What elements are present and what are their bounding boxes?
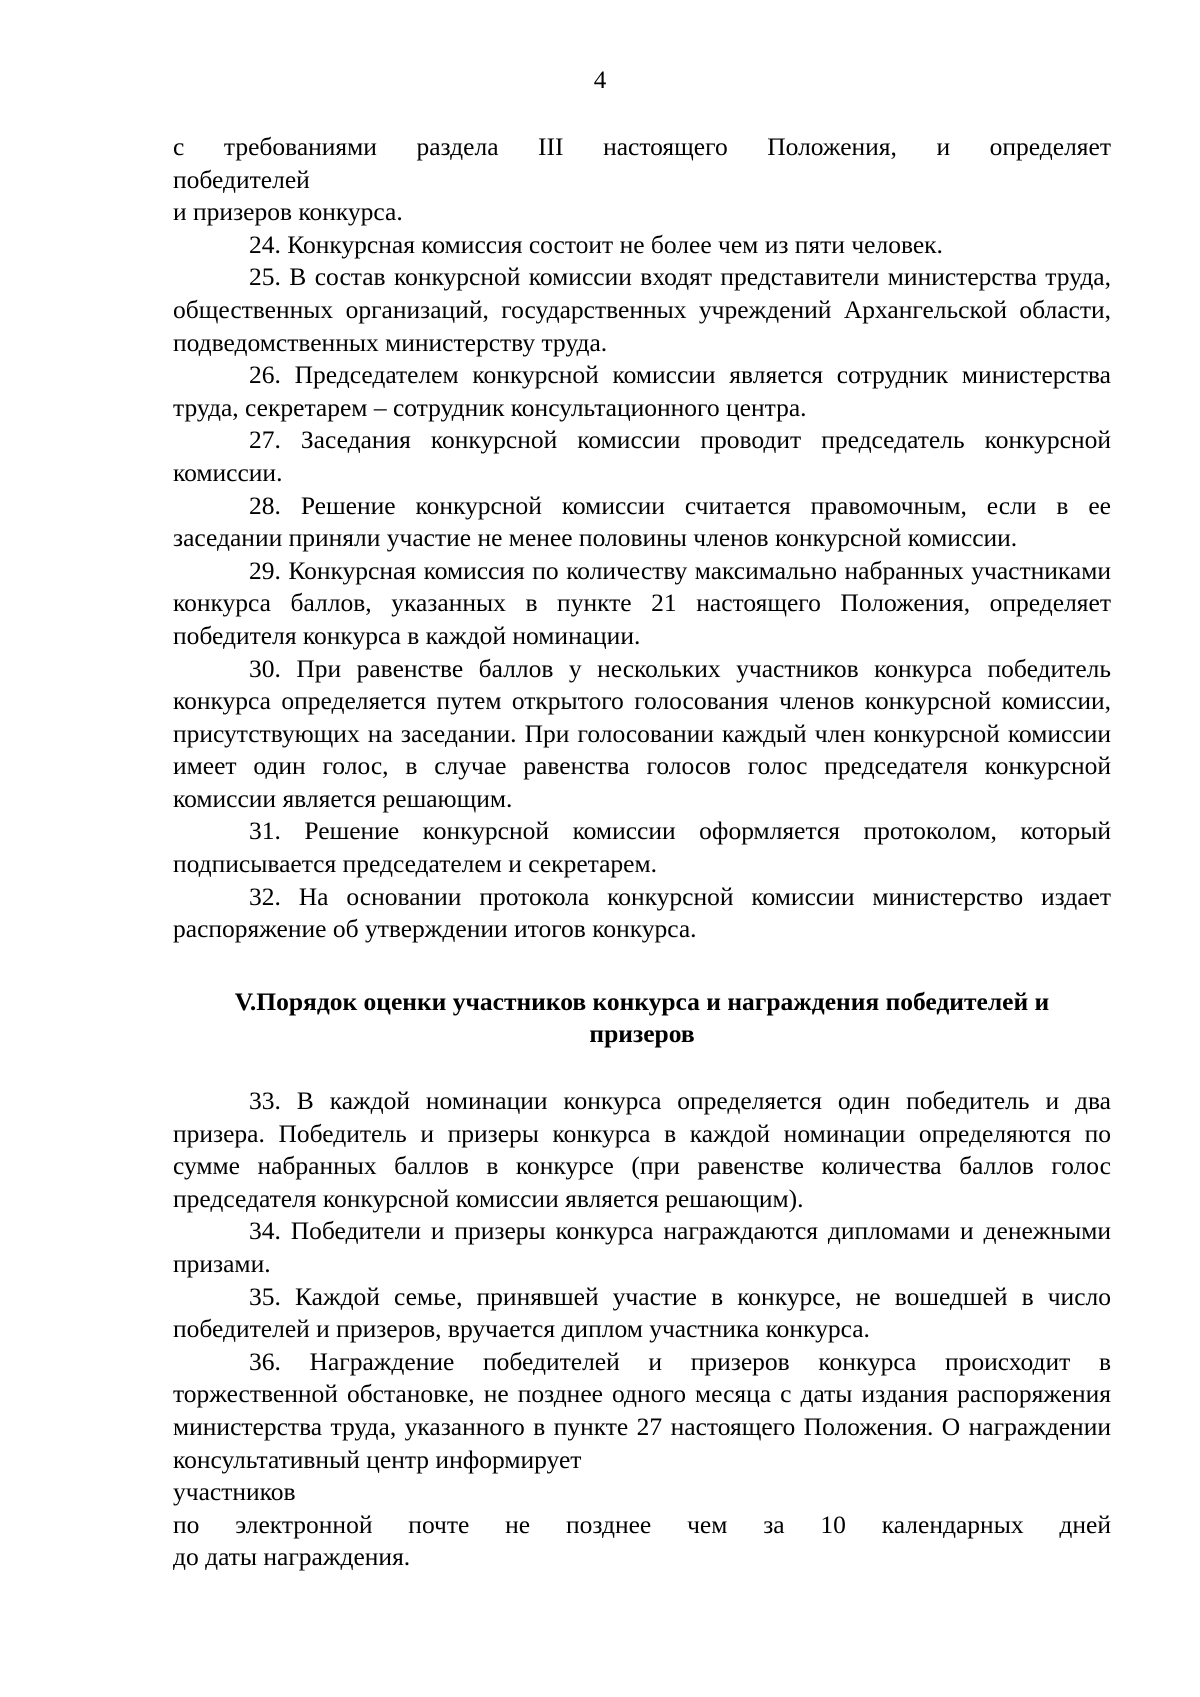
paragraph-continuation <box>173 131 1111 229</box>
text-line: участников <box>173 1477 296 1507</box>
paragraph-35: 35. Каждой семье, принявшей участие в конкурсе, не вошедшей в число победителей и призеров, вручается диплом участника конкурса. <box>173 1281 1111 1344</box>
paragraph-24: 24. Конкурсная комиссия состоит не более чем из пяти человек. <box>249 229 943 259</box>
paragraph-32: 32. На основании протокола конкурсной комиссии министерство издает распоряжение об утверждении итогов конкурса. <box>173 881 1111 944</box>
paragraph-30: 30. При равенстве баллов у нескольких участников конкурса победитель конкурса определяется путем открытого голосования членов конкурсной комиссии, присутствующих на заседании. При голосовании каждый член конкурсной комиссии имеет один голос, в случае равенства голосов голос председателя конкурсной комиссии является решающим. <box>173 653 1111 813</box>
paragraph-36 <box>173 1346 1111 1574</box>
text-line: по электронной почте не позднее чем за 10 календарных дней <box>173 1509 1111 1539</box>
paragraph-27: 27. Заседания конкурсной комиссии проводит председатель конкурсной комиссии. <box>173 425 1111 487</box>
text-line: победителей <box>173 164 310 194</box>
paragraph-25: 25. В состав конкурсной комиссии входят представители министерства труда, общественных организаций, государственных учреждений Архангельской области, подведомственных министерству труда. <box>173 262 1111 357</box>
paragraph-29: 29. Конкурсная комиссия по количеству максимально набранных участниками конкурса баллов, указанных в пункте 21 настоящего Положения, определяет победителя конкурса в каждой номинации. <box>173 555 1111 650</box>
text-line: и призеров конкурса. <box>173 197 403 227</box>
page-number: 4 <box>593 67 607 94</box>
text-line: с требованиями раздела III настоящего Положения, и определяет <box>173 132 1111 161</box>
paragraph-31: 31. Решение конкурсной комиссии оформляется протоколом, который подписывается председателем и секретарем. <box>173 816 1111 879</box>
text-line: до даты награждения. <box>173 1542 411 1572</box>
text-line: 36. Награждение победителей и призеров конкурса происходит в торжественной обстановке, не позднее одного месяца с даты издания распоряжения министерства труда, указанного в пункте 27 настоящего Положения. О награждении консультативный центр информирует <box>173 1346 1111 1474</box>
paragraph-33: 33. В каждой номинации конкурса определяется один победитель и два призера. Победитель и призеры конкурса в каждой номинации определяются по сумме набранных баллов в конкурсе (при равенстве количества баллов голос председателя конкурсной комиссии является решающим). <box>173 1086 1111 1213</box>
section-heading: V.Порядок оценки участников конкурса и награждения победителей и призеров <box>234 986 1050 1049</box>
paragraph-28: 28. Решение конкурсной комиссии считается правомочным, если в ее заседании приняли участие не менее половины членов конкурсной комиссии. <box>173 490 1111 553</box>
paragraph-34: 34. Победители и призеры конкурса награждаются дипломами и денежными призами. <box>173 1216 1111 1278</box>
paragraph-26: 26. Председателем конкурсной комиссии является сотрудник министерства труда, секретарем – сотрудник консультационного центра. <box>173 360 1111 422</box>
document-body <box>173 131 1111 1574</box>
